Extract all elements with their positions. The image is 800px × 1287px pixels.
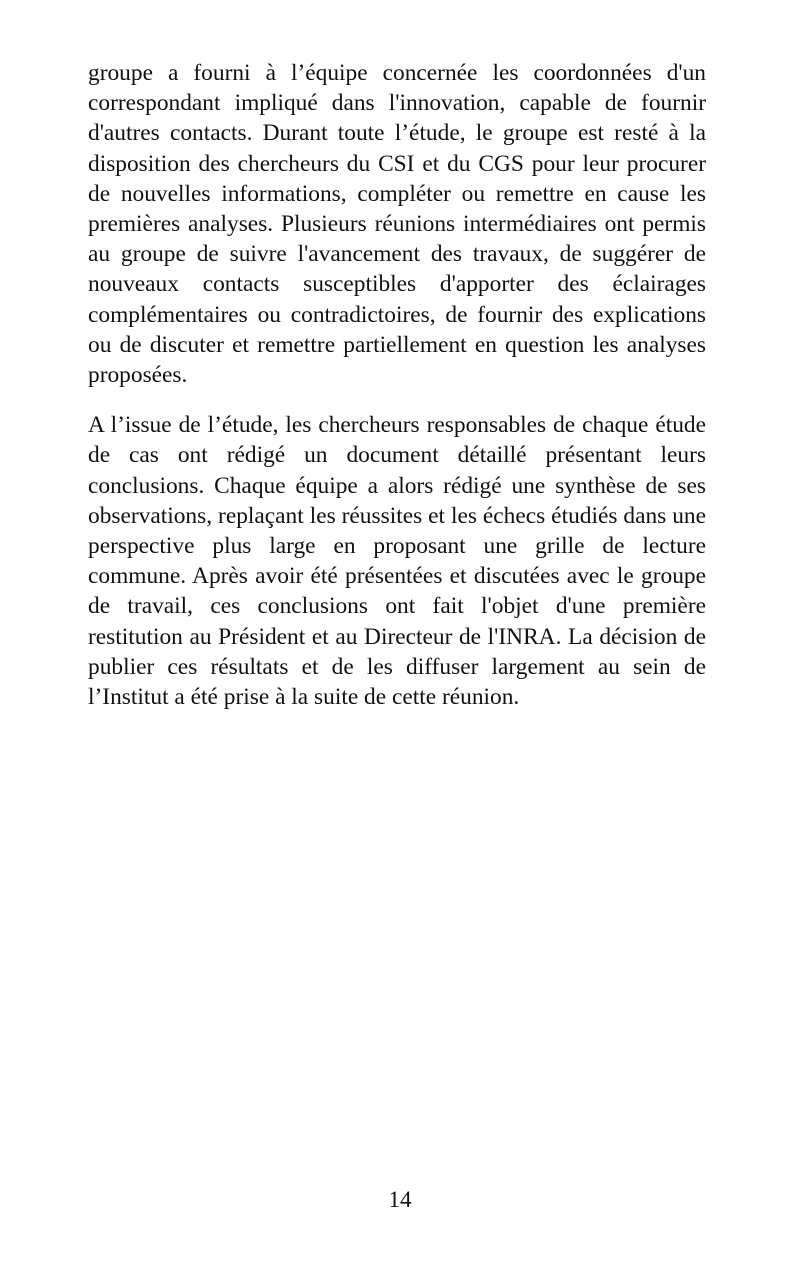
page-number: 14 [388,1187,412,1212]
paragraph-2: A l’issue de l’étude, les chercheurs responsables de chaque étude de cas ont rédigé un document détaillé présentant leurs conclusions. Chaque équipe a alors rédigé une synthèse de ses observations, replaçant les réussites et les échecs étudiés dans une perspective plus large en proposant une grille de lecture commune. Après avoir été présentées et discutées avec le groupe de travail, ces conclusions ont fait l'objet d'une première restitution au Président et au Directeur de l'INRA. La décision de publier ces résultats et de les diffuser largement au sein de l’Institut a été prise à la suite de cette réunion. [88,412,706,711]
paragraph-1: groupe a fourni à l’équipe concernée les coordonnées d'un correspondant impliqué dans l'innovation, capable de fournir d'autres contacts. Durant toute l’étude, le groupe est resté à la disposition des chercheurs du CSI et du CGS pour leur procurer de nouvelles informations, compléter ou remettre en cause les premières analyses. Plusieurs réunions intermédiaires ont permis au groupe de suivre l'avancement des travaux, de suggérer de nouveaux contacts susceptibles d'apporter des éclairages complémentaires ou contradictoires, de fournir des explications ou de discuter et remettre partiellement en question les analyses proposées. [88,60,706,389]
page-body [88,58,706,712]
